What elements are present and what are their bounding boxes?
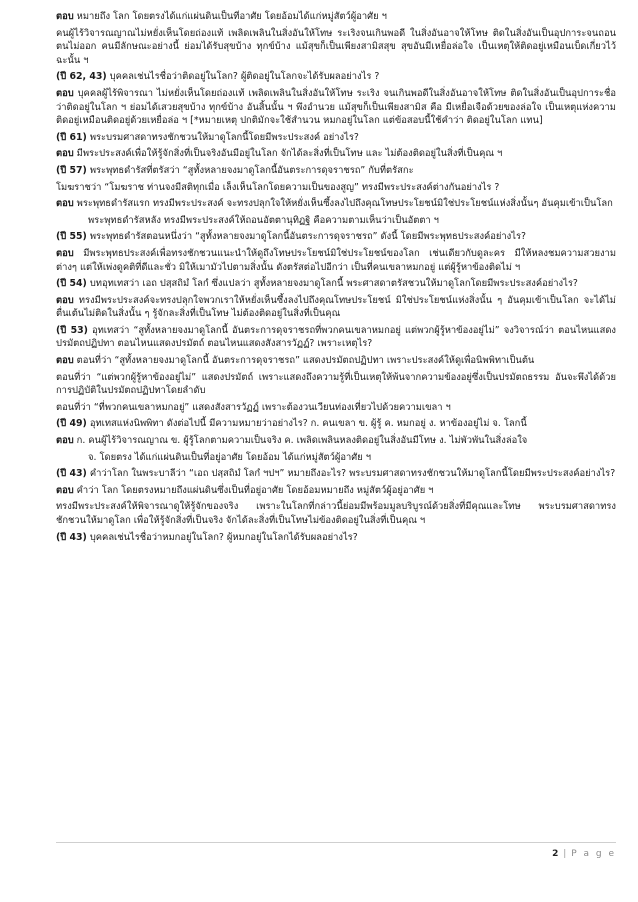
paragraph-text: ก. คนผู้ไร้วิจารณญาณ ข. ผู้รู้โลกตามความเป็นจริง ค. เพลิดเพลินหลงติดอยู่ในสิ่งอันมีโทษ ง. ไม่พัวพันในสิ่งล่อใจ [73,435,528,447]
question-year-label: (ปี 53) [56,324,88,336]
continuation-paragraph [56,371,616,398]
qa-paragraph [56,131,616,145]
qa-paragraph [56,247,616,274]
qa-paragraph [56,164,616,178]
paragraph-text: พระพุทธดำรัสตอนหนึ่งว่า “สูทั้งหลายจงมาดูโลกนี้อันตระการดุจราชรถ” ดังนี้ โดยมีพระพุทธประสงค์อย่างไร? [86,231,526,243]
paragraph-text: อุทเทสแห่งนิพพิทา ดังต่อไปนี้ มีความหมายว่าอย่างไร? ก. คนเขลา ข. ผู้รู้ ค. หมกอยู่ ง. หาข้องอยู่ไม่ จ. โลกนี้ [86,418,527,430]
paragraph-text: บุคคลเช่นไรชื่อว่าหมกอยู่ในโลก? ผู้หมกอยู่ในโลกได้รับผลอย่างไร? [86,531,358,543]
paragraph-text: พระพุทธดำรัสแรก ทรงมีพระประสงค์ จะทรงปลุกใจให้หยั่งเห็นซึ้งลงไปถึงคุณโทษประโยชน์มิใช่ประโยชน์แห่งสิ่งนั้นๆ อันคุมเข้าเป็นโลก [73,198,613,210]
qa-paragraph [56,434,616,448]
qa-paragraph [56,467,616,481]
question-year-label: (ปี 43) [56,468,87,480]
paragraph-text: บทอุทเทสว่า เอถ ปสฺสถิมํ โลกํ ซึ่งแปลว่า สูทั้งหลายจงมาดูโลกนี้ พระศาสดาตรัสชวนให้มาดูโลกโดยมีพระประสงค์อย่างไร? [86,278,578,290]
question-year-label: (ปี 49) [56,418,87,430]
qa-paragraph [56,147,616,161]
paragraph-text: บุคคลเช่นไรชื่อว่าติดอยู่ในโลก? ผู้ติดอยู่ในโลกจะได้รับผลอย่างไร ? [106,71,380,83]
qa-paragraph [56,230,616,244]
continuation-paragraph [56,214,616,228]
document-body [56,10,616,830]
paragraph-text: พระพุทธดำรัสที่ตรัสว่า “สูทั้งหลายจงมาดูโลกนี้อันตระการดุจราชรถ” กับที่ตรัสกะ [86,164,414,176]
qa-paragraph [56,197,616,211]
paragraph-text: คนผู้ไร้วิจารณญาณไม่หยั่งเห็นโดยถ่องแท้ เพลิดเพลินในสิ่งอันให้โทษ ระเริงจนเกินพอดี ในสิ่งอันอาจให้โทษ ติดในสิ่งอันเป็นอุปการะจนถอนตนไม่ออก คนมีลักษณะอย่างนี้ ย่อมได้รับสุขบ้าง ทุกข์บ้าง แม้สุขก็เป็นเพียงสามิสสุข สุขอันมีเหยื่อล่อใจ เป็นเหตุให้ติดอยู่เหมือนเบ็ดเกี่ยวไว้ฉะนั้น ฯ [56,27,616,66]
qa-paragraph [56,531,616,545]
page-label: P a g e [571,849,616,859]
paragraph-text: บุคคลผู้ไร้พิจารณา ไม่หยั่งเห็นโดยถ่องแท้ เพลิดเพลินในสิ่งอันให้โทษ ระเริง จนเกินพอดีในสิ่งอันอาจให้โทษ ติดในสิ่งอันเป็นอุปการะชื่อว่าติดอยู่ในโลก ฯ ย่อมได้เสวยสุขบ้าง ทุกข์บ้าง อันสิ้นนั้น ฯ พึงอำนวย แม้สุขก็เป็นเพียงสามิส คือ มีเหยื่อเจือด้วยของล่อใจ เป็นเหตุแห่งความติดอยู่เหมือนติดอยู่ด้วยเหยื่อล่อ ฯ [*หมายเหตุ ปกติมักจะใช้สำนวน หมกอยู่ในโลก แต่ข้อสอบนี้ใช้คำว่า ติดอยู่ในโลก แทน] [56,87,616,127]
paragraph-text: ตอนที่ว่า “สูทั้งหลายจงมาดูโลกนี้ อันตระการดุจราชรถ” แสดงปรมัตถปฏิปทา เพราะประสงค์ให้ดูเพื่อนิพพิทาเป็นต้น [73,355,535,367]
answer-label: ตอบ [56,435,74,447]
qa-paragraph [56,10,616,24]
answer-label: ตอบ [56,198,74,210]
continuation-paragraph [56,27,616,68]
qa-paragraph [56,277,616,291]
paragraph-text: ทรงมีพระประสงค์ให้พิจารณาดูให้รู้จักของจริง เพราะในโลกที่กล่าวนี้ย่อมมีพร้อมมูลบริบูรณ์ด้วยสิ่งที่มีคุณและโทษ พระบรมศาสดาทรง ชักชวนให้มาดูโลก เพื่อให้รู้จักสิ่งที่เป็นจริง จักได้ละสิ่งที่เป็นโทษไม่ข้องติดอยู่ในสิ่งที่เป็นคุณ ฯ [56,501,616,526]
page-number: 2 [552,849,559,859]
paragraph-text: คำว่า โลก โดยตรงหมายถึงแผ่นดินซึ่งเป็นที่อยู่อาศัย โดยอ้อมหมายถึง หมู่สัตว์ผู้อยู่อาศัย ฯ [73,484,434,496]
paragraph-text: หมายถึง โลก โดยตรงได้แก่แผ่นดินเป็นที่อาศัย โดยอ้อมได้แก่หมู่สัตว์ผู้อาศัย ฯ [73,11,387,22]
qa-paragraph [56,417,616,431]
qa-paragraph [56,324,616,351]
paragraph-text: อุทเทสว่า “สูทั้งหลายจงมาดูโลกนี้ อันตระการดุจราชรถที่พวกคนเขลาหมกอยู่ แต่พวกผู้รู้หาข้องอยู่ไม่” จงวิจารณ์ว่า ตอนไหนแสดงปรมัตถปฏิปทา ตอนไหนแสดงปรมัตถ์ ตอนไหนแสดงสังสารวัฏฏ์? เพราะเหตุไร? [56,324,616,350]
question-year-label: (ปี 43) [56,531,87,543]
question-year-label: (ปี 62, 43) [56,71,107,83]
paragraph-text: โมฆราชว่า “โมฆราช ท่านจงมีสติทุกเมื่อ เล็งเห็นโลกโดยความเป็นของสูญ” ทรงมีพระประสงค์ต่างกันอย่างไร ? [56,181,500,193]
paragraph-text: ตอนที่ว่า “แต่พวกผู้รู้หาข้องอยู่ไม่” แสดงปรมัตถ์ เพราะแสดงถึงความรู้ที่เป็นเหตุให้พ้นจากความข้องอยู่ซึ่งเป็นปรมัตถธรรม อันจะพึงได้ด้วยการปฏิบัติในปรมัตถปฏิปทาโดยลำดับ [56,371,616,397]
question-year-label: (ปี 57) [56,164,87,176]
paragraph-text: พระบรมศาสดาทรงชักชวนให้มาดูโลกนี้โดยมีพระประสงค์ อย่างไร? [86,131,359,143]
continuation-paragraph [56,500,616,527]
answer-label: ตอบ [56,355,74,367]
page-footer [56,842,616,859]
answer-label: ตอบ [56,11,74,22]
paragraph-text: ทรงมีพระประสงค์จะทรงปลุกใจพวกเราให้หยั่งเห็นซึ้งลงไปถึงคุณโทษประโยชน์ มิใช่ประโยชน์แห่งสิ่งนั้น ๆ อันคุมเข้าเป็นโลก จะได้ไม่ตื่นเต้นไม่ติดในสิ่งนั้น ๆ รู้จักละสิ่งที่เป็นโทษ ไม่ต้องติดอยู่ในสิ่งที่เป็นคุณ [56,294,616,320]
question-year-label: (ปี 54) [56,278,87,290]
answer-label: ตอบ [56,294,74,306]
footer-separator: | [563,849,567,859]
question-year-label: (ปี 55) [56,231,87,243]
paragraph-text: มีพระพุทธประสงค์เพื่อทรงชักชวนแนะนำให้ดูถึงโทษประโยชน์มิใช่ประโยชน์ของโลก เช่นเดียวกับดูละคร มีให้หลงชมความสวยงามต่างๆ แต่ให้เพ่งดูคติที่ดีและชั่ว มิให้เมามัวไปตามสิ่งนั้น ดังตรัสต่อไปอีกว่า เป็นที่คนเขลาหมกอยู่ แต่ผู้รู้หาข้องติดไม่ ฯ [56,247,616,273]
paragraph-text: มีพระประสงค์เพื่อให้รู้จักสิ่งที่เป็นจริงอันมีอยู่ในโลก จักได้ละสิ่งที่เป็นโทษ และ ไม่ต้องติดอยู่ในสิ่งที่เป็นคุณ ฯ [73,148,503,160]
qa-paragraph [56,294,616,321]
answer-label: ตอบ [56,87,74,99]
question-year-label: (ปี 61) [56,131,87,143]
paragraph-text: พระพุทธดำรัสหลัง ทรงมีพระประสงค์ให้ถอนอัตตานุทิฏฐิ คือความตามเห็นว่าเป็นอัตตา ฯ [88,214,439,226]
answer-label: ตอบ [56,148,74,160]
continuation-paragraph [56,451,616,465]
continuation-paragraph [56,401,616,415]
continuation-paragraph [56,181,616,195]
answer-label: ตอบ [56,484,74,496]
paragraph-text: จ. โดยตรง ได้แก่แผ่นดินเป็นที่อยู่อาศัย โดยอ้อม ได้แก่หมู่สัตว์ผู้อาศัย ฯ [88,451,371,463]
qa-paragraph [56,484,616,498]
paragraph-text: คำว่าโลก ในพระบาลีว่า “เอถ ปสฺสถิมํ โลกํ ฯปฯ” หมายถึงอะไร? พระบรมศาสดาทรงชักชวนให้มาดูโลกนี้โดยมีพระประสงค์อย่างไร? [86,468,616,480]
qa-paragraph [56,87,616,128]
paragraph-text: ตอนที่ว่า “ที่พวกคนเขลาหมกอยู่” แสดงสังสารวัฏฏ์ เพราะต้องวนเวียนท่องเที่ยวไปด้วยความเขลา ฯ [56,401,451,413]
answer-label: ตอบ [56,247,74,259]
qa-paragraph [56,354,616,368]
qa-paragraph [56,70,616,84]
